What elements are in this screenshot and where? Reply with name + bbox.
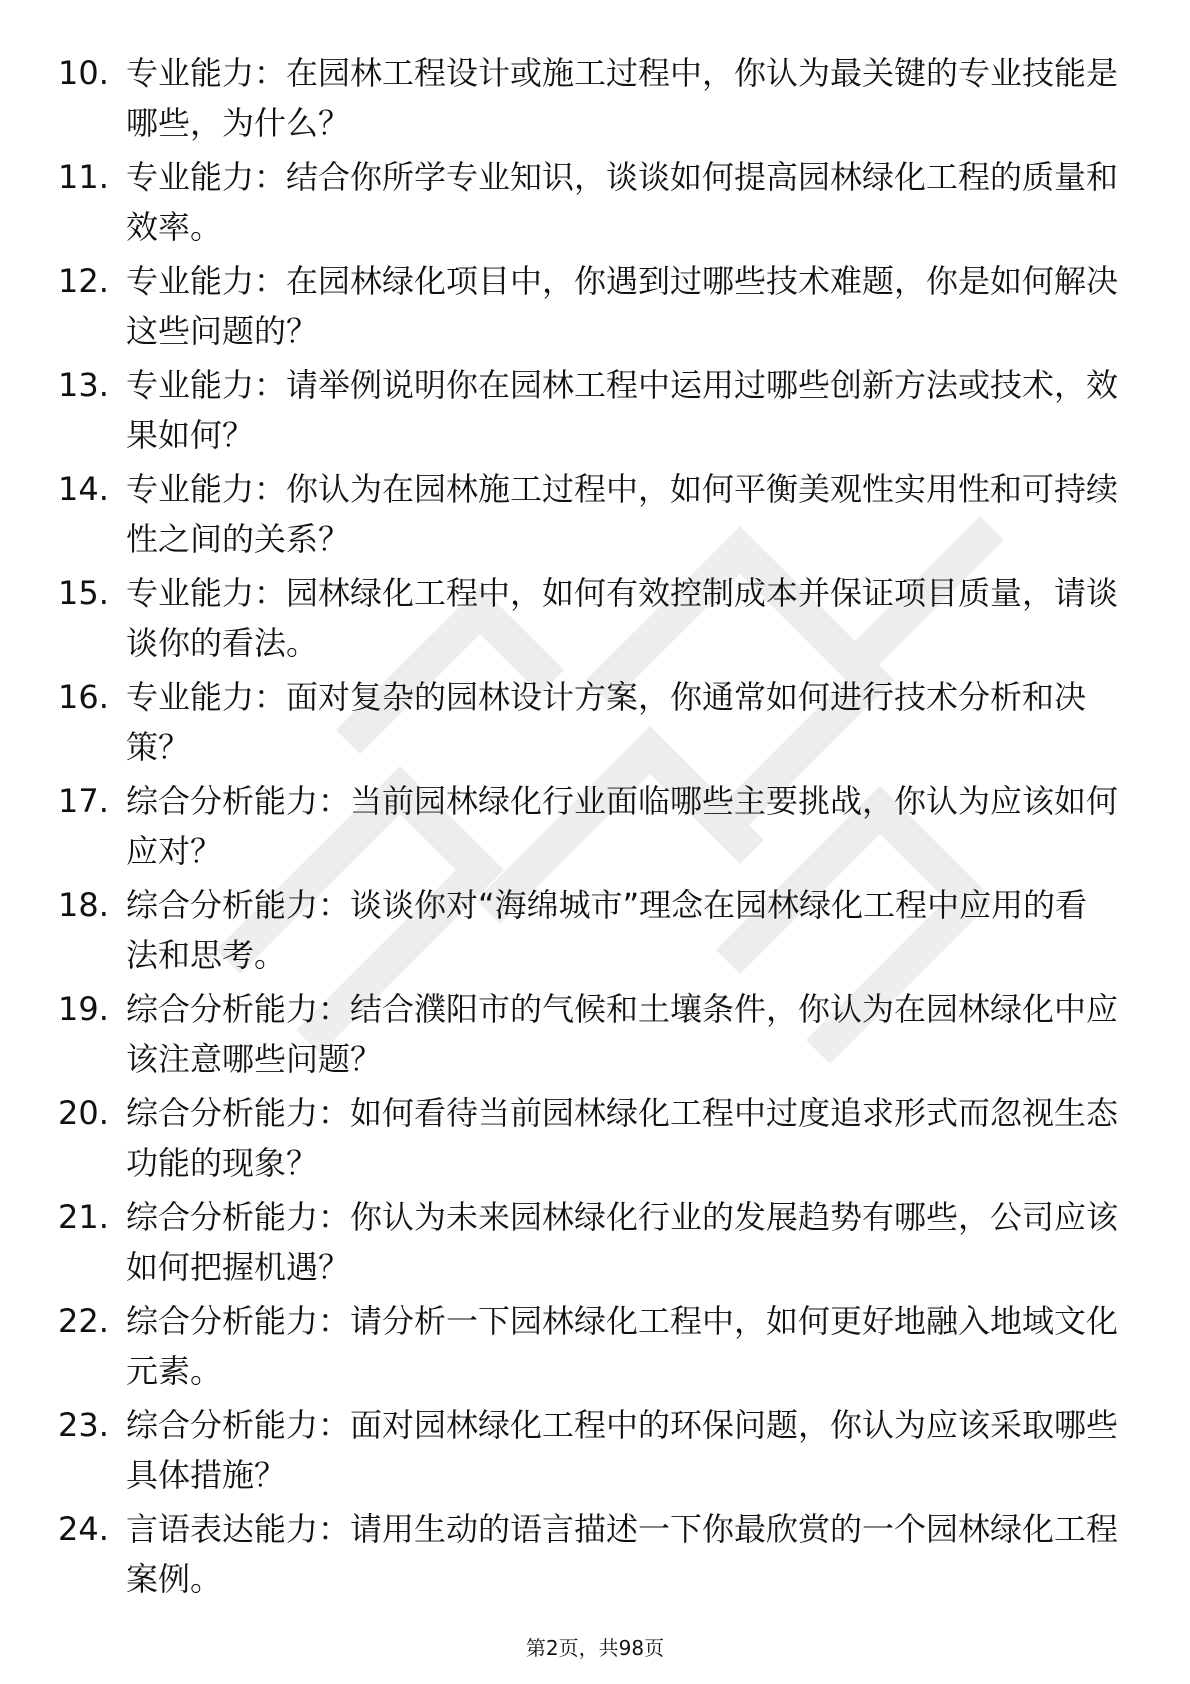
question-text: 综合分析能力：谈谈你对“海绵城市”理念在园林绿化工程中应用的看法和思考。 bbox=[126, 886, 1088, 974]
question-text: 专业能力：请举例说明你在园林工程中运用过哪些创新方法或技术，效果如何？ bbox=[126, 366, 1119, 454]
question-number: 13. bbox=[58, 366, 109, 404]
question-text: 综合分析能力：请分析一下园林绿化工程中，如何更好地融入地域文化元素。 bbox=[126, 1302, 1119, 1390]
list-item bbox=[58, 48, 1118, 152]
list-item bbox=[58, 776, 1118, 880]
question-number: 15. bbox=[58, 574, 109, 612]
list-item bbox=[58, 1192, 1118, 1296]
list-item bbox=[58, 360, 1118, 464]
list-item bbox=[58, 1400, 1118, 1504]
question-text: 专业能力：园林绿化工程中，如何有效控制成本并保证项目质量，请谈谈你的看法。 bbox=[126, 574, 1119, 662]
list-item bbox=[58, 568, 1118, 672]
list-item bbox=[58, 256, 1118, 360]
question-number: 19. bbox=[58, 990, 109, 1028]
question-number: 11. bbox=[58, 158, 109, 196]
list-item bbox=[58, 880, 1118, 984]
question-number: 10. bbox=[58, 54, 109, 92]
question-text: 专业能力：面对复杂的园林设计方案，你通常如何进行技术分析和决策？ bbox=[126, 678, 1087, 766]
question-text: 综合分析能力：如何看待当前园林绿化工程中过度追求形式而忽视生态功能的现象？ bbox=[126, 1094, 1119, 1182]
page-number-footer: 第2页，共98页 bbox=[525, 1636, 665, 1660]
question-number: 12. bbox=[58, 262, 109, 300]
question-text: 综合分析能力：结合濮阳市的气候和土壤条件，你认为在园林绿化中应该注意哪些问题？ bbox=[126, 990, 1119, 1078]
question-text: 专业能力：结合你所学专业知识，谈谈如何提高园林绿化工程的质量和效率。 bbox=[126, 158, 1119, 246]
question-number: 20. bbox=[58, 1094, 109, 1132]
question-text: 综合分析能力：面对园林绿化工程中的环保问题，你认为应该采取哪些具体措施？ bbox=[126, 1406, 1119, 1494]
question-number: 16. bbox=[58, 678, 109, 716]
question-number: 21. bbox=[58, 1198, 109, 1236]
question-number: 18. bbox=[58, 886, 109, 924]
list-item bbox=[58, 464, 1118, 568]
list-item bbox=[58, 1296, 1118, 1400]
question-list bbox=[58, 48, 1118, 1608]
question-text: 综合分析能力：你认为未来园林绿化行业的发展趋势有哪些，公司应该如何把握机遇？ bbox=[126, 1198, 1119, 1286]
question-number: 23. bbox=[58, 1406, 109, 1444]
list-item bbox=[58, 152, 1118, 256]
list-item bbox=[58, 672, 1118, 776]
list-item bbox=[58, 1088, 1118, 1192]
question-number: 24. bbox=[58, 1510, 109, 1548]
question-text: 专业能力：在园林工程设计或施工过程中，你认为最关键的专业技能是哪些，为什么？ bbox=[126, 54, 1119, 142]
question-number: 14. bbox=[58, 470, 109, 508]
question-text: 言语表达能力：请用生动的语言描述一下你最欣赏的一个园林绿化工程案例。 bbox=[126, 1510, 1119, 1598]
question-text: 专业能力：在园林绿化项目中，你遇到过哪些技术难题，你是如何解决这些问题的？ bbox=[126, 262, 1119, 350]
list-item bbox=[58, 984, 1118, 1088]
question-text: 综合分析能力：当前园林绿化行业面临哪些主要挑战，你认为应该如何应对？ bbox=[126, 782, 1119, 870]
question-number: 17. bbox=[58, 782, 109, 820]
question-text: 专业能力：你认为在园林施工过程中，如何平衡美观性实用性和可持续性之间的关系？ bbox=[126, 470, 1119, 558]
list-item bbox=[58, 1504, 1118, 1608]
question-number: 22. bbox=[58, 1302, 109, 1340]
